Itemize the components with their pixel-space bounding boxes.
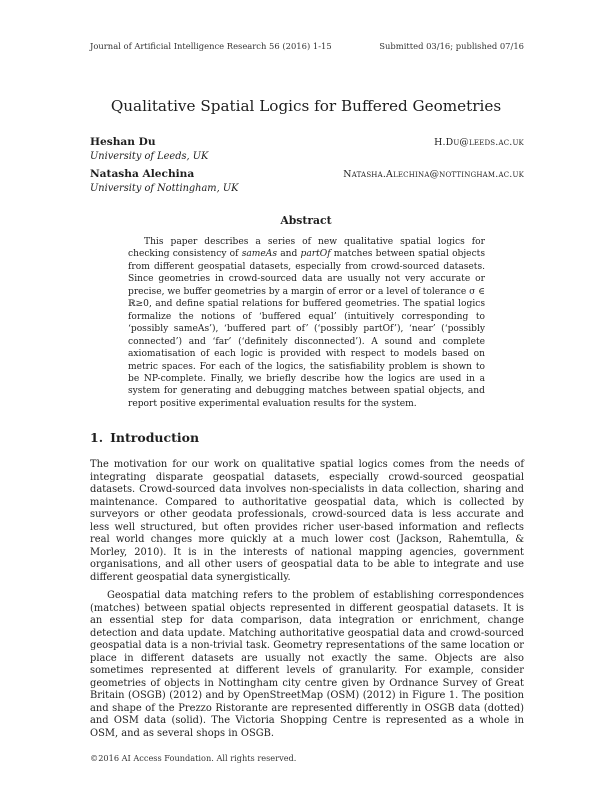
- submission-dates: Submitted 03/16; published 07/16: [379, 41, 524, 51]
- journal-header: Journal of Artificial Intelligence Research 56 (2016) 1-15: [90, 41, 332, 51]
- author-name: Heshan Du: [90, 136, 156, 148]
- copyright-footer: ©2016 AI Access Foundation. All rights reserved.: [90, 753, 297, 763]
- body-paragraph: The motivation for our work on qualitative spatial logics comes from the needs of integrating disparate geospatial datasets, especially crowd-sourced geospatial datasets. Crowd-sourced data involves non-specialists in data collection, sharing and maintenance. Compared to authoritative geospatial data, which is collected by surveyors or other geodata professionals, crowd-sourced data is less accurate and less well structured, but often provides richer user-based information and reflects real world changes more quickly at a much lower cost (Jackson, Rahemtulla, & Morley, 2010). It is in the interests of national mapping agencies, government organisations, and all other users of geospatial data to be able to integrate and use different geospatial data synergistically.: [90, 459, 524, 583]
- author-name: Natasha Alechina: [90, 168, 195, 180]
- section-number: 1.: [90, 430, 104, 445]
- section-heading: [90, 430, 199, 445]
- author-email[interactable]: H.Du@leeds.ac.uk: [434, 137, 524, 148]
- author-affiliation: University of Nottingham, UK: [90, 183, 239, 194]
- abstract-heading: Abstract: [280, 214, 332, 227]
- abstract-text: This paper describes a series of new qualitative spatial logics for checking consistency of sameAs and partOf matches between spatial objects from different geospatial datasets, especially from crowd-sourced datasets. Since geometries in crowd-sourced data are usually not very accurate or precise, we buffer geometries by a margin of error or a level of tolerance σ ∈ ℝ≥0, and define spatial relations for buffered geometries. The spatial logics formalize the notions of ‘buffered equal’ (intuitively corresponding to ‘possibly sameAs’), ‘buffered part of’ (‘possibly partOf’), ‘near’ (‘possibly connected’) and ‘far’ (‘definitely disconnected’). A sound and complete axiomatisation of each logic is provided with respect to models based on metric spaces. For each of the logics, the satisfiability problem is shown to be NP-complete. Finally, we briefly describe how the logics are used in a system for generating and debugging matches between spatial objects, and report positive experimental evaluation results for the system.: [128, 237, 485, 409]
- paper-title: Qualitative Spatial Logics for Buffered Geometries: [110, 97, 502, 115]
- section-title: Introduction: [110, 430, 200, 445]
- body-paragraph: Geospatial data matching refers to the problem of establishing correspondences (matches) between spatial objects represented in different geospatial datasets. It is an essential step for data comparison, data integration or enrichment, change detection and data update. Matching authoritative geospatial data and crowd-sourced geospatial data is a non-trivial task. Geometry representations of the same location or place in different datasets are usually not exactly the same. Objects are also sometimes represented at different levels of granularity. For example, consider geometries of objects in Nottingham city centre given by Ordnance Survey of Great Britain (OSGB) (2012) and by OpenStreetMap (OSM) (2012) in Figure 1. The position and shape of the Prezzo Ristorante are represented differently in OSGB data (dotted) and OSM data (solid). The Victoria Shopping Centre is represented as a whole in OSM, and as several shops in OSGB.: [90, 590, 524, 740]
- author-email[interactable]: Natasha.Alechina@nottingham.ac.uk: [343, 169, 524, 180]
- author-affiliation: University of Leeds, UK: [90, 151, 209, 162]
